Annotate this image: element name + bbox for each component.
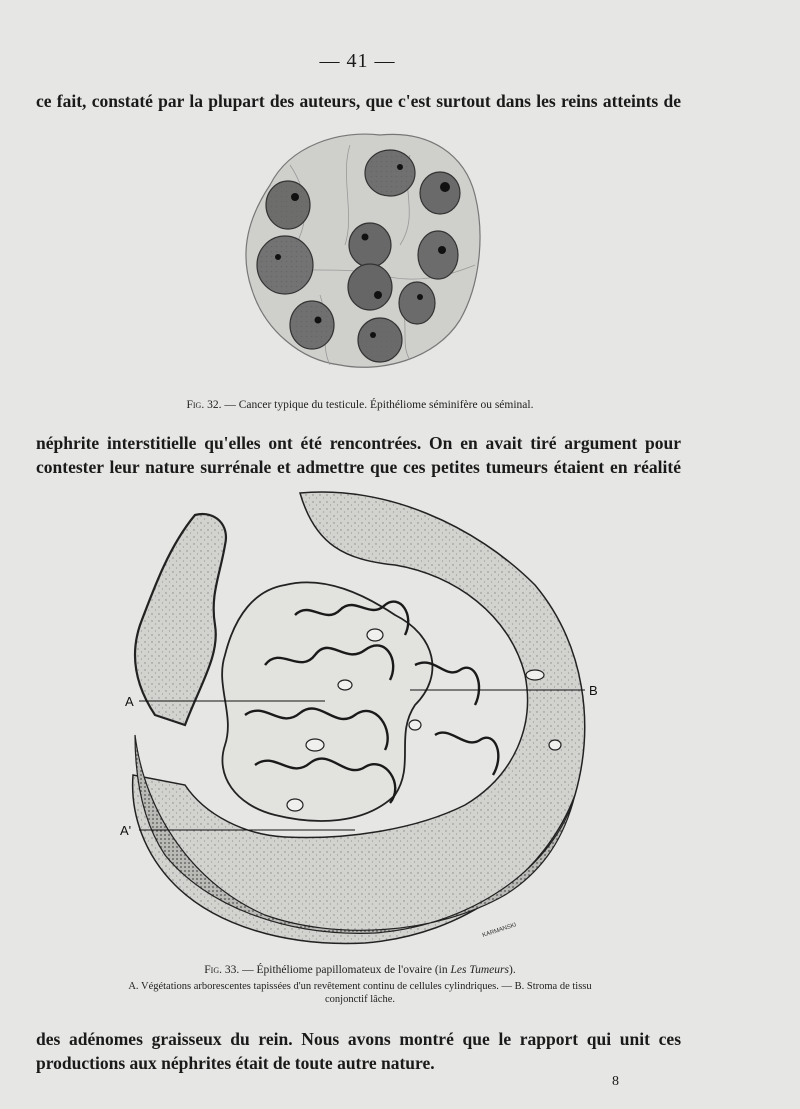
body-text-line: des adénomes graisseux du rein. Nous avons montré que le rapport qui unit ces (36, 1029, 681, 1049)
label-a: A (125, 694, 134, 709)
figure-33-caption-end: ). (509, 964, 516, 976)
figure-33-illustration (115, 485, 615, 955)
engraver-signature: KARMANSKI (481, 922, 518, 939)
figure-33-legend-line: conjonctif lâche. (325, 994, 395, 1005)
figure-33-caption (60, 963, 660, 977)
figure-33-caption-text: — Épithéliome papillomateux de l'ovaire (in (242, 964, 451, 976)
body-text-line: ce fait, constaté par la plupart des auteurs, que c'est surtout dans les reins atteints de (36, 91, 681, 111)
body-text-line: contester leur nature surrénale et admettre que ces petites tumeurs étaient en réalité (36, 457, 681, 477)
label-a-prime: A' (120, 823, 132, 838)
figure-33-legend-line: A. Végétations arborescentes tapissées d'un revêtement continu de cellules cylindriques. — B. Stroma de tissu (128, 981, 592, 992)
figure-33-caption-source: Les Tumeurs (450, 964, 509, 976)
figure-32-illustration (230, 125, 490, 375)
label-b: B (589, 683, 598, 698)
body-text-line: néphrite interstitielle qu'elles ont été rencontrées. On en avait tiré argument pour (36, 433, 681, 453)
figure-32-caption (60, 398, 660, 412)
body-text-line: productions aux néphrites était de toute autre nature. (36, 1053, 435, 1073)
page-number: — 41 — (319, 50, 396, 72)
figure-33-label: Fig. 33. (204, 964, 240, 976)
figure-32-label: Fig. 32. (186, 399, 222, 411)
sheet-signature: 8 (612, 1074, 619, 1089)
figure-32-caption-text: — Cancer typique du testicule. Épithéliome séminifère ou séminal. (224, 399, 534, 411)
